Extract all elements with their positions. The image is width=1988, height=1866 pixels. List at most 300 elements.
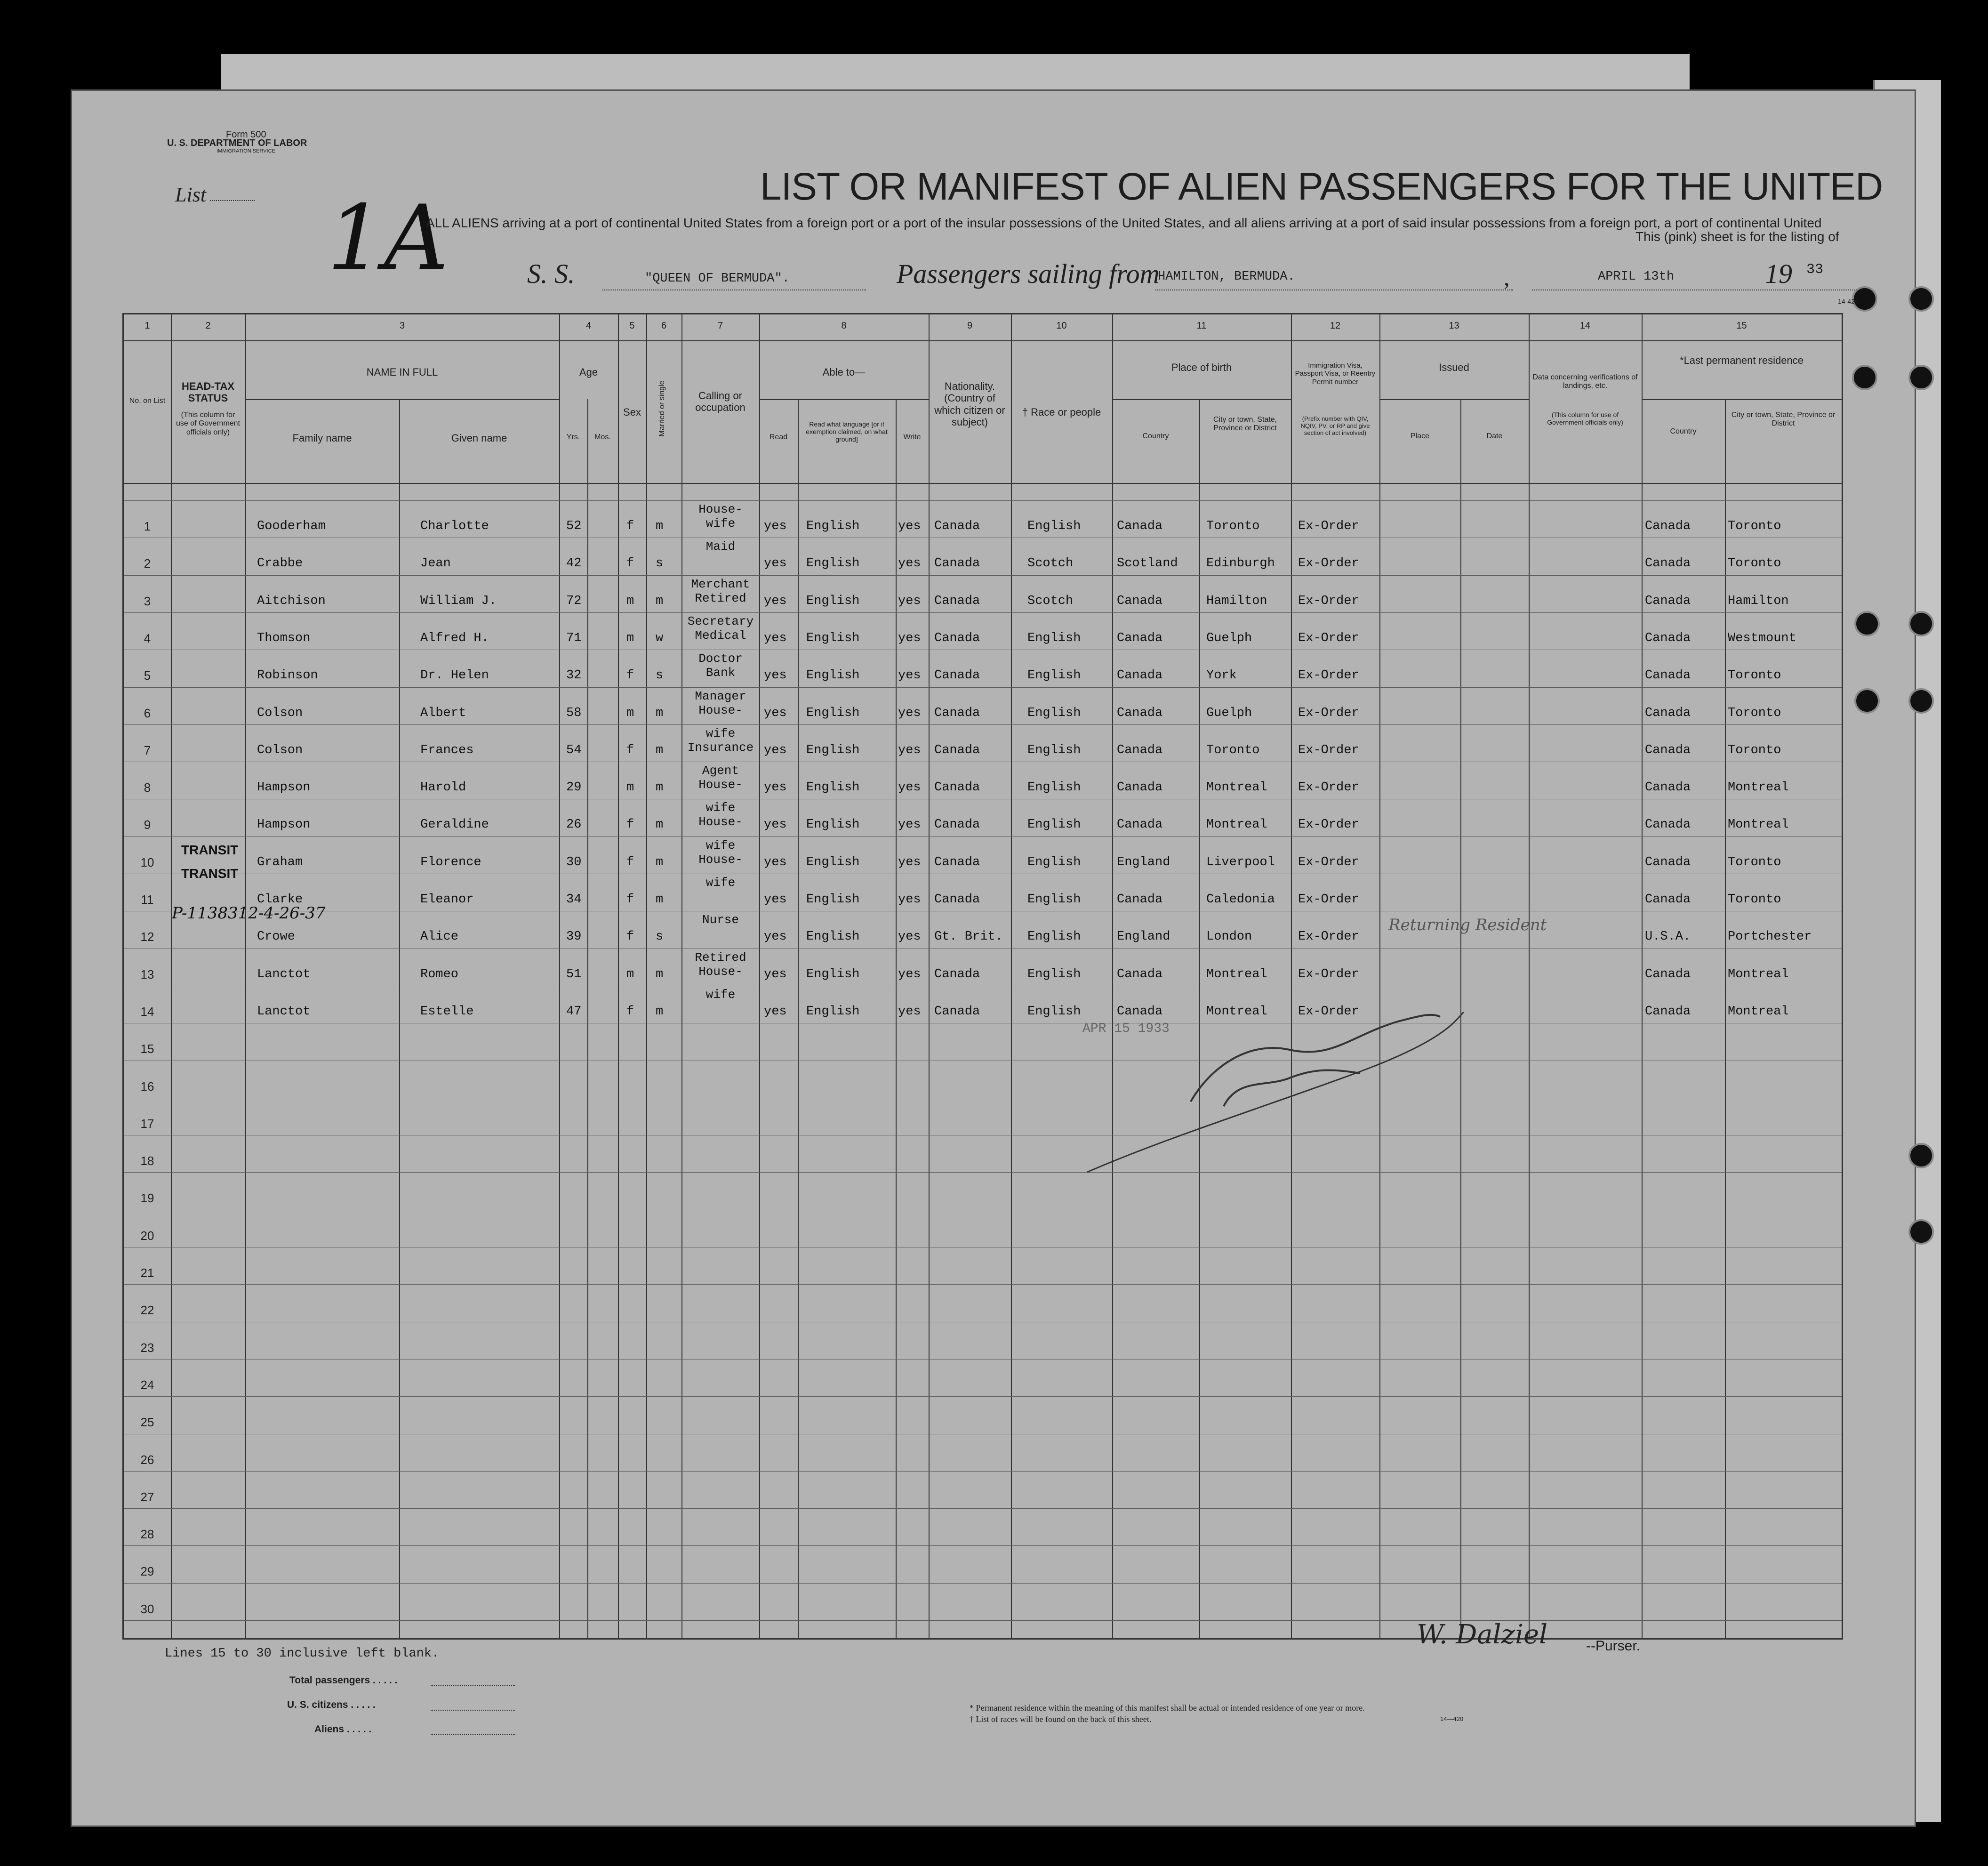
nationality-cell: Canada bbox=[934, 743, 980, 757]
given-name-cell: William J. bbox=[420, 594, 497, 608]
transit-stamp: TRANSIT bbox=[181, 866, 239, 881]
residence-city-cell: Toronto bbox=[1728, 556, 1781, 571]
ship-name: "QUEEN OF BERMUDA". bbox=[645, 272, 790, 286]
family-name-cell: Robinson bbox=[257, 668, 318, 683]
row-number: 3 bbox=[144, 594, 151, 608]
col-num: 1 bbox=[144, 321, 150, 331]
nationality-cell: Canada bbox=[934, 556, 980, 571]
birth-country-cell: Canada bbox=[1117, 967, 1163, 981]
marital-status-cell: m bbox=[656, 893, 664, 907]
age-yrs-cell: 47 bbox=[566, 1004, 582, 1019]
marital-status-cell: m bbox=[656, 594, 664, 608]
birth-city-cell: Montreal bbox=[1206, 780, 1267, 795]
race-cell: English bbox=[1027, 743, 1081, 757]
write-cell: yes bbox=[898, 930, 921, 944]
us-citizens-label: U. S. citizens . . . . . bbox=[287, 1699, 376, 1710]
nationality-cell: Gt. Brit. bbox=[934, 930, 1003, 944]
nationality-cell: Canada bbox=[934, 967, 980, 981]
language-cell: English bbox=[806, 1004, 860, 1019]
given-name-cell: Romeo bbox=[420, 967, 459, 981]
page-title: LIST OR MANIFEST OF ALIEN PASSENGERS FOR THE UNITED bbox=[760, 165, 1883, 208]
transit-stamp: TRANSIT bbox=[181, 843, 239, 857]
row-number: 11 bbox=[141, 893, 154, 907]
col-num: 6 bbox=[661, 321, 667, 331]
age-yrs-cell: 32 bbox=[566, 668, 582, 683]
occupation-cell: Agent House- bbox=[698, 764, 743, 792]
row-number: 26 bbox=[140, 1452, 154, 1467]
race-cell: English bbox=[1027, 1004, 1081, 1019]
nationality-cell: Canada bbox=[934, 668, 980, 683]
binder-hole bbox=[1908, 1143, 1934, 1168]
header-able-to: Able to— bbox=[822, 366, 866, 378]
header-read-what: Read what language [or if exemption claimed, on what ground] bbox=[806, 420, 888, 443]
residence-country-cell: Canada bbox=[1645, 893, 1691, 907]
residence-city-cell: Montreal bbox=[1728, 780, 1789, 795]
language-cell: English bbox=[806, 818, 860, 832]
race-cell: English bbox=[1027, 855, 1081, 869]
nationality-cell: Canada bbox=[934, 855, 980, 869]
residence-country-cell: Canada bbox=[1645, 556, 1691, 571]
col-num: 13 bbox=[1449, 321, 1459, 331]
port: HAMILTON, BERMUDA. bbox=[1158, 270, 1295, 284]
department: U. S. DEPARTMENT OF LABOR bbox=[167, 138, 307, 148]
sex-cell: m bbox=[626, 631, 634, 645]
write-cell: yes bbox=[898, 893, 921, 907]
occupation-cell: Secretary Medical bbox=[687, 614, 754, 643]
birth-country-cell: Scotland bbox=[1117, 556, 1178, 571]
age-yrs-cell: 30 bbox=[566, 855, 582, 869]
write-cell: yes bbox=[898, 818, 921, 832]
sex-cell: f bbox=[626, 930, 634, 944]
row-number: 15 bbox=[140, 1042, 154, 1056]
occupation-cell: Doctor Bank bbox=[698, 651, 743, 680]
read-cell: yes bbox=[764, 1004, 787, 1019]
visa-cell: Ex-Order bbox=[1298, 556, 1359, 571]
subtitle-2: This (pink) sheet is for the listing of bbox=[1635, 229, 1839, 244]
marital-status-cell: s bbox=[656, 930, 664, 944]
header-married: Married or single bbox=[658, 380, 666, 437]
visa-cell: Ex-Order bbox=[1298, 930, 1359, 944]
row-number: 1 bbox=[144, 519, 151, 533]
sex-cell: f bbox=[626, 818, 634, 832]
birth-city-cell: Caledonia bbox=[1206, 893, 1275, 907]
family-name-cell: Hampson bbox=[257, 818, 311, 832]
age-yrs-cell: 58 bbox=[566, 706, 582, 720]
write-cell: yes bbox=[898, 855, 921, 869]
ss-label: S. S. bbox=[527, 258, 575, 289]
nationality-cell: Canada bbox=[934, 893, 980, 907]
nationality-cell: Canada bbox=[934, 519, 980, 533]
col-num: 2 bbox=[205, 321, 211, 331]
row-number: 10 bbox=[140, 855, 154, 869]
write-cell: yes bbox=[898, 668, 921, 683]
race-cell: English bbox=[1027, 818, 1081, 832]
language-cell: English bbox=[806, 594, 860, 608]
age-yrs-cell: 29 bbox=[566, 780, 582, 795]
form-ref: 14-420 bbox=[1838, 298, 1859, 305]
read-cell: yes bbox=[764, 818, 787, 832]
row-number: 22 bbox=[140, 1303, 154, 1318]
read-cell: yes bbox=[764, 743, 787, 757]
family-name-cell: Crowe bbox=[257, 930, 296, 944]
header-birth-country: Country bbox=[1142, 432, 1169, 440]
residence-country-cell: Canada bbox=[1645, 743, 1691, 757]
residence-city-cell: Toronto bbox=[1728, 668, 1781, 683]
age-yrs-cell: 52 bbox=[566, 519, 582, 533]
row-number: 20 bbox=[140, 1228, 154, 1243]
occupation-cell: wife bbox=[705, 987, 736, 1002]
family-name-cell: Lanctot bbox=[257, 967, 311, 981]
header-age: Age bbox=[579, 366, 598, 378]
given-name-cell: Estelle bbox=[420, 1004, 474, 1019]
birth-country-cell: Canada bbox=[1117, 893, 1163, 907]
language-cell: English bbox=[806, 930, 860, 944]
service: IMMIGRATION SERVICE bbox=[216, 148, 275, 154]
marital-status-cell: m bbox=[656, 743, 664, 757]
birth-country-cell: Canada bbox=[1117, 780, 1163, 795]
total-passengers-line bbox=[431, 1685, 515, 1686]
age-yrs-cell: 34 bbox=[566, 893, 582, 907]
residence-city-cell: Toronto bbox=[1728, 743, 1781, 757]
visa-cell: Ex-Order bbox=[1298, 706, 1359, 720]
col-num: 9 bbox=[967, 321, 973, 331]
header-sex: Sex bbox=[623, 406, 641, 418]
race-cell: English bbox=[1027, 930, 1081, 944]
col-num: 4 bbox=[585, 321, 592, 331]
col-num: 15 bbox=[1736, 321, 1747, 331]
nationality-cell: Canada bbox=[934, 706, 980, 720]
us-citizens-line bbox=[431, 1710, 515, 1711]
birth-city-cell: Toronto bbox=[1206, 743, 1260, 757]
header-calling: Calling or occupation bbox=[695, 390, 746, 414]
language-cell: English bbox=[806, 967, 860, 981]
header-res-country: Country bbox=[1670, 427, 1697, 435]
residence-country-cell: Canada bbox=[1645, 818, 1691, 832]
footnote-1: * Permanent residence within the meaning of this manifest shall be actual or intended residence of one year or more. bbox=[970, 1703, 1365, 1713]
row-number: 29 bbox=[140, 1564, 154, 1579]
row-number: 30 bbox=[140, 1601, 154, 1616]
read-cell: yes bbox=[764, 668, 787, 683]
occupation-cell: Merchant Retired bbox=[691, 577, 750, 605]
col-num: 3 bbox=[399, 321, 405, 331]
binder-hole bbox=[1908, 688, 1934, 714]
col-num: 5 bbox=[629, 321, 635, 331]
given-name-cell: Alice bbox=[420, 930, 459, 944]
returning-resident-note: Returning Resident bbox=[1388, 916, 1547, 934]
given-name-cell: Eleanor bbox=[420, 893, 474, 907]
residence-country-cell: Canada bbox=[1645, 631, 1691, 645]
race-cell: English bbox=[1027, 780, 1081, 795]
sailing-date: APRIL 13th bbox=[1598, 270, 1675, 284]
header-name-in-full: NAME IN FULL bbox=[366, 366, 438, 378]
birth-country-cell: England bbox=[1117, 855, 1170, 869]
header-birth-city: City or town, State, Province or District bbox=[1213, 416, 1277, 433]
residence-country-cell: Canada bbox=[1645, 780, 1691, 795]
write-cell: yes bbox=[898, 631, 921, 645]
sex-cell: f bbox=[626, 855, 634, 869]
birth-city-cell: Liverpool bbox=[1206, 855, 1275, 869]
birth-city-cell: Hamilton bbox=[1206, 594, 1267, 608]
residence-country-cell: Canada bbox=[1645, 855, 1691, 869]
occupation-cell: wife bbox=[705, 876, 736, 890]
residence-country-cell: Canada bbox=[1645, 668, 1691, 683]
header-family-name: Family name bbox=[292, 432, 352, 444]
write-cell: yes bbox=[898, 780, 921, 795]
row-number: 27 bbox=[140, 1489, 154, 1504]
sex-cell: f bbox=[626, 1004, 634, 1019]
header-issued: Issued bbox=[1439, 362, 1469, 373]
aliens-label: Aliens . . . . . bbox=[314, 1724, 372, 1735]
occupation-cell: Retired House- bbox=[695, 950, 746, 979]
header-issued-place: Place bbox=[1410, 432, 1430, 440]
family-name-cell: Gooderham bbox=[257, 519, 326, 533]
row-number: 9 bbox=[144, 818, 151, 832]
read-cell: yes bbox=[764, 967, 787, 981]
header-given-name: Given name bbox=[451, 432, 507, 444]
birth-city-cell: Montreal bbox=[1206, 818, 1267, 832]
age-yrs-cell: 39 bbox=[566, 930, 582, 944]
header-race: † Race or people bbox=[1022, 406, 1101, 418]
age-yrs-cell: 42 bbox=[566, 556, 582, 571]
occupation-cell: wife Insurance bbox=[687, 726, 754, 755]
header-write: Write bbox=[903, 433, 921, 441]
residence-city-cell: Montreal bbox=[1728, 967, 1789, 981]
write-cell: yes bbox=[898, 1004, 921, 1019]
visa-cell: Ex-Order bbox=[1298, 855, 1359, 869]
visa-cell: Ex-Order bbox=[1298, 594, 1359, 608]
marital-status-cell: s bbox=[656, 556, 664, 571]
birth-country-cell: Canada bbox=[1117, 668, 1163, 683]
given-name-cell: Albert bbox=[420, 706, 466, 720]
age-yrs-cell: 54 bbox=[566, 743, 582, 757]
purser-signature: W. Dalziel bbox=[1417, 1619, 1548, 1650]
birth-city-cell: Guelph bbox=[1206, 631, 1252, 645]
binder-hole bbox=[1854, 611, 1880, 636]
binder-hole bbox=[1854, 688, 1880, 714]
header-mos: Mos. bbox=[594, 433, 611, 441]
sailing-label: Passengers sailing from bbox=[897, 258, 1160, 289]
birth-city-cell: Montreal bbox=[1206, 1004, 1267, 1019]
binder-hole bbox=[1908, 286, 1934, 312]
marital-status-cell: w bbox=[656, 631, 664, 645]
binder-hole bbox=[1908, 365, 1934, 390]
given-name-cell: Dr. Helen bbox=[420, 668, 489, 683]
residence-city-cell: Toronto bbox=[1728, 893, 1781, 907]
sex-cell: m bbox=[626, 780, 634, 795]
family-name-cell: Graham bbox=[257, 855, 303, 869]
residence-country-cell: Canada bbox=[1645, 594, 1691, 608]
header-res-city: City or town, State, Province or District bbox=[1731, 411, 1836, 428]
birth-city-cell: London bbox=[1206, 930, 1252, 944]
col-num: 10 bbox=[1056, 321, 1067, 331]
col-num: 11 bbox=[1196, 321, 1207, 331]
sex-cell: m bbox=[626, 594, 634, 608]
row-number: 23 bbox=[140, 1340, 154, 1355]
row-number: 5 bbox=[144, 668, 151, 683]
row-number: 24 bbox=[140, 1377, 154, 1392]
race-cell: Scotch bbox=[1027, 556, 1074, 571]
residence-country-cell: Canada bbox=[1645, 519, 1691, 533]
read-cell: yes bbox=[764, 631, 787, 645]
language-cell: English bbox=[806, 855, 860, 869]
occupation-cell: Nurse bbox=[702, 913, 739, 927]
birth-country-cell: Canada bbox=[1117, 594, 1163, 608]
nationality-cell: Canada bbox=[934, 631, 980, 645]
list-number: 1A bbox=[327, 186, 449, 290]
language-cell: English bbox=[806, 743, 860, 757]
list-line bbox=[210, 200, 255, 201]
family-name-cell: Lanctot bbox=[257, 1004, 311, 1019]
year-prefix: 19 bbox=[1765, 258, 1792, 289]
header-no-on-list: No. on List bbox=[129, 397, 166, 405]
language-cell: English bbox=[806, 668, 860, 683]
row-number: 18 bbox=[140, 1154, 154, 1168]
race-cell: English bbox=[1027, 893, 1081, 907]
visa-cell: Ex-Order bbox=[1298, 967, 1359, 981]
date-stamp: APR 15 1933 bbox=[1082, 1021, 1170, 1036]
sex-cell: f bbox=[626, 519, 634, 533]
race-cell: English bbox=[1027, 967, 1081, 981]
row-number: 16 bbox=[140, 1079, 154, 1094]
marital-status-cell: m bbox=[656, 855, 664, 869]
language-cell: English bbox=[806, 706, 860, 720]
residence-city-cell: Toronto bbox=[1728, 855, 1781, 869]
birth-country-cell: Canada bbox=[1117, 706, 1163, 720]
birth-country-cell: Canada bbox=[1117, 1004, 1163, 1019]
race-cell: English bbox=[1027, 706, 1081, 720]
birth-country-cell: Canada bbox=[1117, 519, 1163, 533]
given-name-cell: Charlotte bbox=[420, 519, 489, 533]
language-cell: English bbox=[806, 893, 860, 907]
family-name-cell: Crabbe bbox=[257, 556, 303, 571]
read-cell: yes bbox=[764, 930, 787, 944]
occupation-cell: Maid bbox=[705, 539, 736, 554]
family-name-cell: Thomson bbox=[257, 631, 311, 645]
sex-cell: m bbox=[626, 967, 634, 981]
header-residence: *Last permanent residence bbox=[1680, 354, 1804, 366]
purser-label: --Purser. bbox=[1586, 1638, 1641, 1654]
age-yrs-cell: 51 bbox=[566, 967, 582, 981]
read-cell: yes bbox=[764, 855, 787, 869]
language-cell: English bbox=[806, 556, 860, 571]
marital-status-cell: m bbox=[656, 967, 664, 981]
birth-city-cell: Montreal bbox=[1206, 967, 1267, 981]
list-label: List bbox=[175, 183, 207, 206]
marital-status-cell: m bbox=[656, 706, 664, 720]
birth-city-cell: Guelph bbox=[1206, 706, 1252, 720]
residence-city-cell: Portchester bbox=[1728, 930, 1812, 944]
birth-city-cell: Toronto bbox=[1206, 519, 1260, 533]
visa-cell: Ex-Order bbox=[1298, 780, 1359, 795]
residence-city-cell: Montreal bbox=[1728, 1004, 1789, 1019]
residence-country-cell: Canada bbox=[1645, 706, 1691, 720]
row-number: 8 bbox=[144, 780, 151, 795]
write-cell: yes bbox=[898, 594, 921, 608]
birth-country-cell: Canada bbox=[1117, 743, 1163, 757]
row-number: 19 bbox=[140, 1191, 154, 1206]
header-landings: Data concerning verifications of landings, etc. bbox=[1532, 373, 1638, 390]
family-name-cell: Aitchison bbox=[257, 594, 326, 608]
row-number: 2 bbox=[144, 556, 151, 571]
col-num: 7 bbox=[717, 321, 723, 331]
row-number: 17 bbox=[140, 1116, 154, 1131]
header-yrs: Yrs. bbox=[566, 433, 580, 441]
sex-cell: m bbox=[626, 706, 634, 720]
header-visa-note: (Prefix number with QIV, NQIV, PV, or RP and give section of act involved) bbox=[1300, 415, 1370, 436]
birth-country-cell: Canada bbox=[1117, 631, 1163, 645]
marital-status-cell: m bbox=[656, 1004, 664, 1019]
row-number: 28 bbox=[140, 1527, 154, 1542]
row-number: 4 bbox=[144, 631, 151, 645]
row-number: 7 bbox=[144, 743, 151, 757]
given-name-cell: Frances bbox=[420, 743, 474, 757]
residence-city-cell: Toronto bbox=[1728, 706, 1781, 720]
birth-city-cell: Edinburgh bbox=[1206, 556, 1275, 571]
read-cell: yes bbox=[764, 706, 787, 720]
marital-status-cell: m bbox=[656, 780, 664, 795]
birth-country-cell: Canada bbox=[1117, 818, 1163, 832]
manifest-table bbox=[122, 313, 1843, 1640]
visa-cell: Ex-Order bbox=[1298, 668, 1359, 683]
row-number: 21 bbox=[140, 1266, 154, 1280]
visa-cell: Ex-Order bbox=[1298, 631, 1359, 645]
residence-country-cell: Canada bbox=[1645, 967, 1691, 981]
binder-hole bbox=[1852, 365, 1877, 390]
language-cell: English bbox=[806, 631, 860, 645]
footnote-2: † List of races will be found on the back of this sheet. bbox=[970, 1714, 1152, 1724]
age-yrs-cell: 71 bbox=[566, 631, 582, 645]
marital-status-cell: m bbox=[656, 519, 664, 533]
residence-city-cell: Montreal bbox=[1728, 818, 1789, 832]
visa-cell: Ex-Order bbox=[1298, 818, 1359, 832]
age-yrs-cell: 72 bbox=[566, 594, 582, 608]
given-name-cell: Harold bbox=[420, 780, 466, 795]
visa-cell: Ex-Order bbox=[1298, 519, 1359, 533]
residence-city-cell: Westmount bbox=[1728, 631, 1796, 645]
occupation-cell: House- wife bbox=[698, 502, 743, 531]
nationality-cell: Canada bbox=[934, 780, 980, 795]
aliens-line bbox=[431, 1734, 515, 1735]
race-cell: Scotch bbox=[1027, 594, 1074, 608]
residence-city-cell: Toronto bbox=[1728, 519, 1781, 533]
residence-country-cell: U.S.A. bbox=[1645, 930, 1691, 944]
header-place-of-birth: Place of birth bbox=[1171, 362, 1232, 373]
row-number: 25 bbox=[140, 1415, 154, 1430]
race-cell: English bbox=[1027, 668, 1081, 683]
read-cell: yes bbox=[764, 556, 787, 571]
family-name-cell: Hampson bbox=[257, 780, 311, 795]
language-cell: English bbox=[806, 519, 860, 533]
year-suffix: 33 bbox=[1806, 262, 1824, 278]
row-number: 12 bbox=[140, 930, 154, 944]
family-name-cell: Colson bbox=[257, 706, 303, 720]
read-cell: yes bbox=[764, 519, 787, 533]
marital-status-cell: s bbox=[656, 668, 664, 683]
permit-note: P-1138312-4-26-37 bbox=[172, 904, 326, 923]
inspector-signature-icon bbox=[1068, 984, 1473, 1182]
given-name-cell: Alfred H. bbox=[420, 631, 489, 645]
col-num: 8 bbox=[841, 321, 847, 331]
binder-hole bbox=[1908, 611, 1934, 636]
footer-form-ref: 14—420 bbox=[1440, 1715, 1464, 1722]
sex-cell: f bbox=[626, 893, 634, 907]
given-name-cell: Florence bbox=[420, 855, 481, 869]
birth-country-cell: England bbox=[1117, 930, 1170, 944]
birth-city-cell: York bbox=[1206, 668, 1237, 683]
write-cell: yes bbox=[898, 743, 921, 757]
residence-country-cell: Canada bbox=[1645, 1004, 1691, 1019]
header-read: Read bbox=[769, 433, 788, 441]
